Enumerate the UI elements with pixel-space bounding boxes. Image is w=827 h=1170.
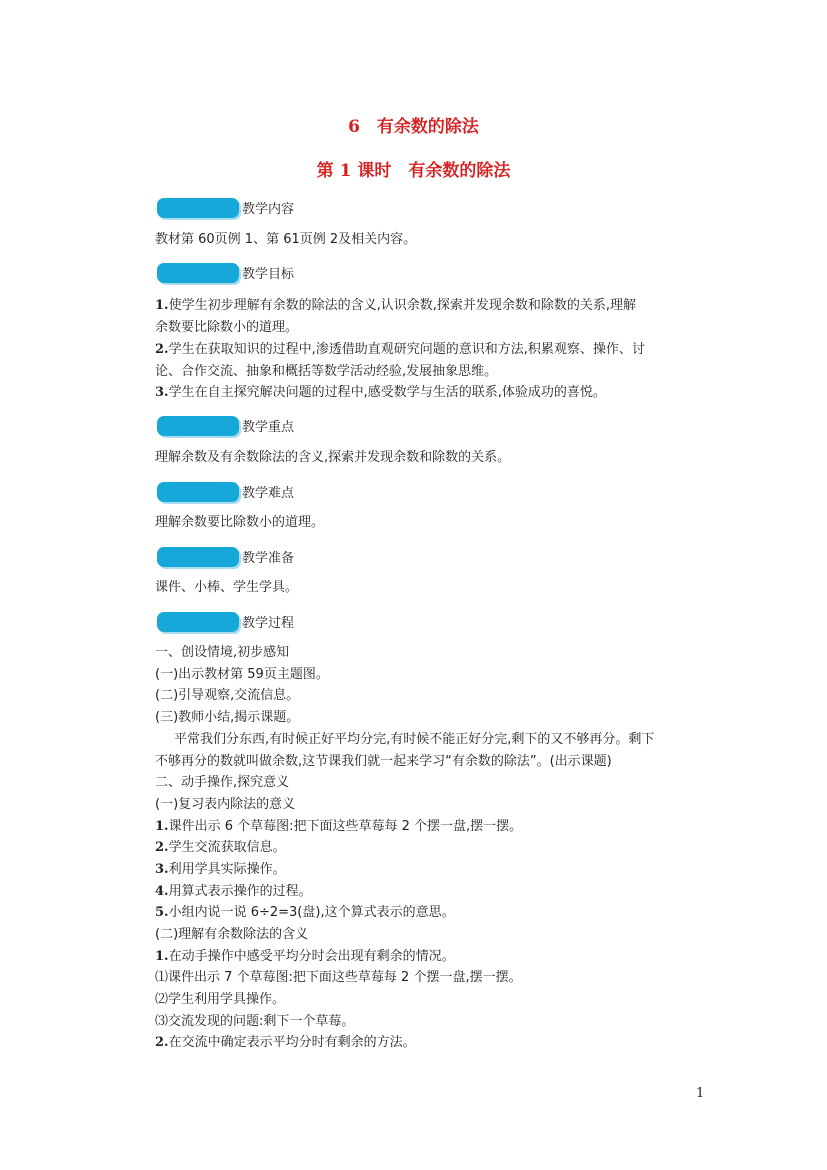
process-item [155,1035,416,1051]
process-paragraph-line-1: 平常我们分东西,有时候正好平均分完,有时候不能正好分完,剩下的又不够再分。剩下 [174,732,655,747]
process-step: 一、创设情境,初步感知 [155,645,290,660]
prep-text: 课件、小棒、学生学具。 [155,580,299,595]
section-header-content [157,194,294,218]
item-text: 在动手操作中感受平均分时会出现有剩余的情况。 [168,949,455,964]
item-text: 在交流中确定表示平均分时有剩余的方法。 [168,1035,416,1050]
process-subitem: ⑶交流发现的问题:剩下一个草莓。 [155,1014,355,1029]
section-badge [157,416,239,436]
item-number: 4. [155,884,169,899]
item-text: 利用学具实际操作。 [168,862,286,877]
goal-text: 使学生初步理解有余数的除法的含义,认识余数,探索并发现余数和除数的关系,理解 [168,298,636,313]
process-item [155,862,286,878]
section-label: 教学准备 [242,551,295,566]
chapter-title: 6 有余数的除法 [348,117,479,137]
item-number: 2. [155,840,169,855]
section-header-process [157,608,294,632]
section-label: 教学内容 [242,202,295,217]
section-label: 教学难点 [242,486,295,501]
item-number: 1. [155,819,169,834]
item-text: 学生交流获取信息。 [168,840,286,855]
item-text: 课件出示 6 个草莓图:把下面这些草莓每 2 个摆一盘,摆一摆。 [168,819,523,834]
item-number: 5. [155,905,169,920]
section-badge [157,482,239,502]
item-text: 小组内说一说 6÷2=3(盘),这个算式表示的意思。 [168,905,455,920]
section-label: 教学过程 [242,616,295,631]
process-subitem: ⑵学生利用学具操作。 [155,992,286,1007]
process-step: 二、动手操作,探究意义 [155,775,290,790]
section-header-prep [157,543,294,567]
section-header-key [157,412,294,436]
section-badge [157,547,239,567]
process-item [155,819,522,835]
process-step: (一)复习表内除法的意义 [155,797,296,812]
page-number: 1 [696,1086,705,1101]
process-paragraph-line-2: 不够再分的数就叫做余数,这节课我们就一起来学习“有余数的除法”。(出示课题) [155,754,612,769]
section-badge [157,198,239,218]
section-header-goals [157,259,294,283]
key-text: 理解余数及有余数除法的含义,探索并发现余数和除数的关系。 [155,450,511,465]
goal-1-line-2: 余数要比除数小的道理。 [155,320,299,335]
process-item [155,949,455,965]
goal-2-line-2: 论、合作交流、抽象和概括等数学活动经验,发展抽象思维。 [155,364,498,379]
section-header-difficulty [157,478,294,502]
process-step: (三)教师小结,揭示课题。 [155,710,300,725]
item-number: 1. [155,949,169,964]
item-number: 3. [155,385,169,400]
item-number: 2. [155,1035,169,1050]
process-item [155,884,312,900]
process-item [155,840,286,856]
goal-3-line-1 [155,385,606,401]
process-step: (二)引导观察,交流信息。 [155,688,300,703]
goal-2-line-1 [155,342,645,358]
content-text: 教材第 60页例 1、第 61页例 2及相关内容。 [155,232,417,247]
item-number: 1. [155,298,169,313]
section-label: 教学重点 [242,420,295,435]
goal-1-line-1 [155,298,636,314]
item-number: 2. [155,342,169,357]
item-text: 用算式表示操作的过程。 [168,884,312,899]
difficulty-text: 理解余数要比除数小的道理。 [155,515,325,530]
process-step: (一)出示教材第 59页主题图。 [155,667,329,682]
goal-text: 学生在获取知识的过程中,渗透借助直观研究问题的意识和方法,积累观察、操作、讨 [168,342,645,357]
process-subitem: ⑴课件出示 7 个草莓图:把下面这些草莓每 2 个摆一盘,摆一摆。 [155,970,522,985]
process-step: (二)理解有余数除法的含义 [155,927,309,942]
section-badge [157,612,239,632]
item-number: 3. [155,862,169,877]
section-label: 教学目标 [242,267,295,282]
lesson-title: 第 1 课时 有余数的除法 [316,161,511,181]
section-badge [157,263,239,283]
process-item [155,905,455,921]
goal-text: 学生在自主探究解决问题的过程中,感受数学与生活的联系,体验成功的喜悦。 [168,385,606,400]
